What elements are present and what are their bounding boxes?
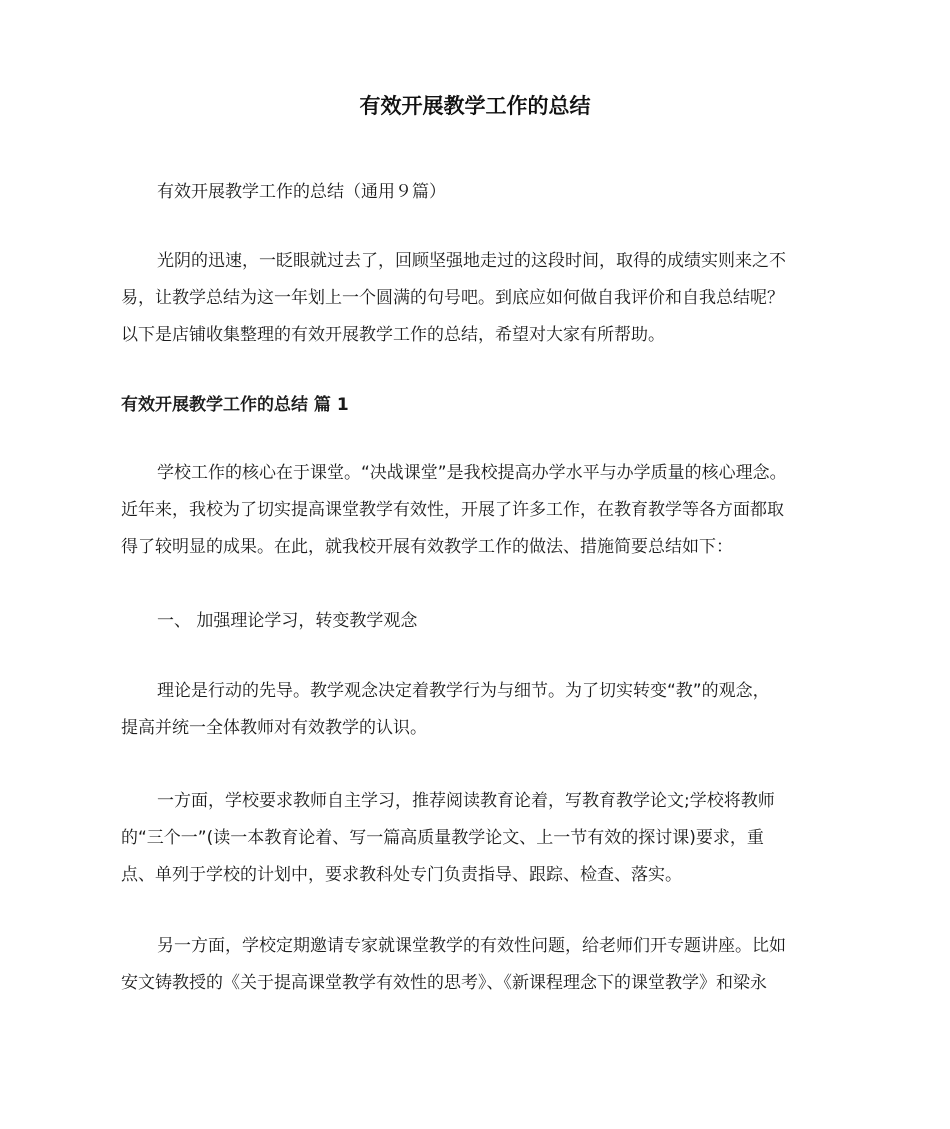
paragraph-4 <box>121 928 833 1002</box>
section-heading <box>121 387 833 424</box>
paragraph-3 <box>121 783 833 894</box>
subtitle-text: 有效开展教学工作的总结（通用９篇） <box>157 182 446 202</box>
document-title: 有效开展教学工作的总结 <box>359 94 591 118</box>
paragraph-line: 提高并统一全体教师对有效教学的认识。 <box>121 718 427 738</box>
paragraph-line: 点、单列于学校的计划中，要求教科处专门负责指导、跟踪、检查、落实。 <box>121 865 682 885</box>
paragraph-line: 一方面，学校要求教师自主学习，推荐阅读教育论着，写教育教学论文;学校将教师 <box>157 791 775 811</box>
intro-line: 以下是店铺收集整理的有效开展教学工作的总结，希望对大家有所帮助。 <box>121 325 665 345</box>
paragraph-2 <box>121 673 833 747</box>
point-heading-1 <box>121 603 833 640</box>
paragraph-line: 得了较明显的成果。在此，就我校开展有效教学工作的做法、措施简要总结如下： <box>121 537 733 557</box>
paragraph-line: 安文铸教授的《关于提高课堂教学有效性的思考》、《新课程理念下的课堂教学》和梁永 <box>121 973 767 993</box>
paragraph-line: 近年来，我校为了切实提高课堂教学有效性，开展了许多工作，在教育教学等各方面都取 <box>121 500 784 520</box>
intro-line: 光阴的迅速，一眨眼就过去了，回顾坚强地走过的这段时间，取得的成绩实则来之不 <box>157 251 786 271</box>
point-heading-text: 一、 加强理论学习，转变教学观念 <box>157 611 418 631</box>
intro-paragraph <box>121 243 833 354</box>
paragraph-line: 学校工作的核心在于课堂。“决战课堂”是我校提高办学水平与办学质量的核心理念。 <box>157 463 787 483</box>
paragraph-line: 理论是行动的先导。教学观念决定着教学行为与细节。为了切实转变“教”的观念， <box>157 681 770 701</box>
section-heading-text: 有效开展教学工作的总结 篇 1 <box>121 395 349 415</box>
paragraph-1 <box>121 455 833 566</box>
document-subtitle <box>121 174 833 211</box>
intro-line: 易，让教学总结为这一年划上一个圆满的句号吧。到底应如何做自我评价和自我总结呢？ <box>121 288 784 308</box>
paragraph-line: 另一方面，学校定期邀请专家就课堂教学的有效性问题，给老师们开专题讲座。比如 <box>157 936 786 956</box>
paragraph-line: 的“三个一”(读一本教育论着、写一篇高质量教学论文、上一节有效的探讨课)要求，重 <box>121 828 764 848</box>
